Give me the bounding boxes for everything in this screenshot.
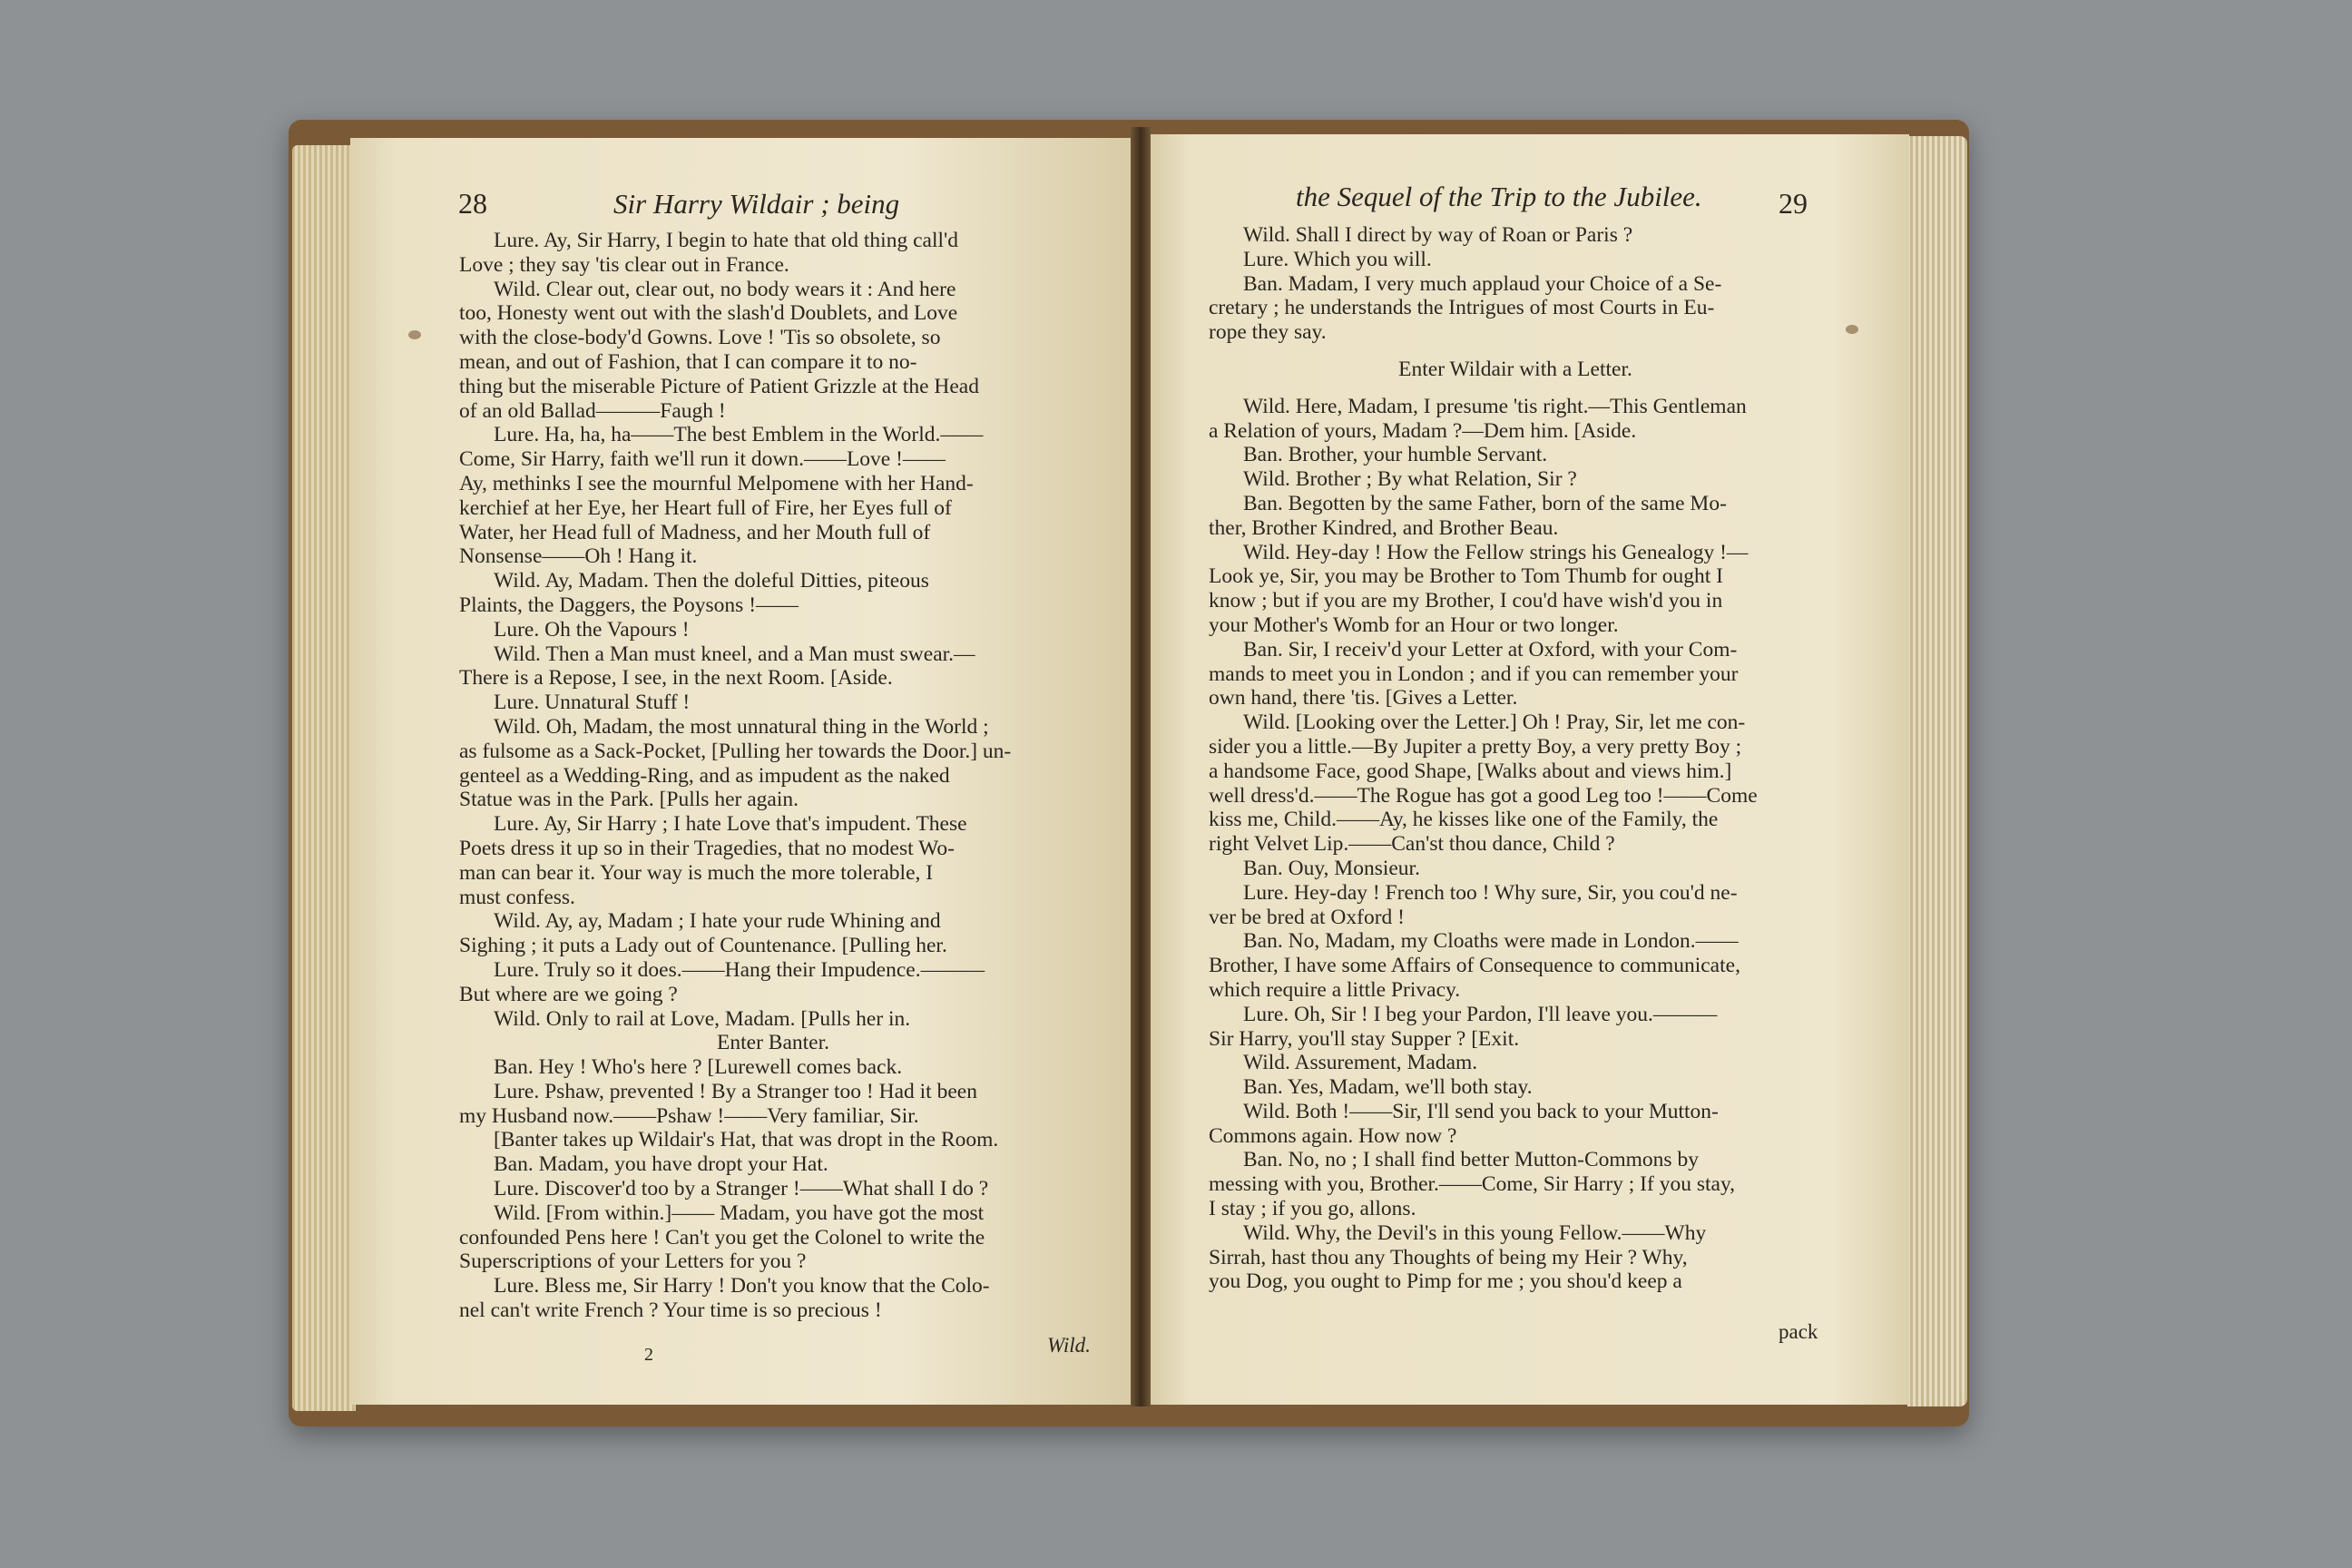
text-line: Wild. Hey-day ! How the Fellow strings his Genealogy !—	[1243, 540, 1749, 564]
text-line: [Banter takes up Wildair's Hat, that was dropt in the Room.	[494, 1128, 999, 1152]
signature-mark: 2	[644, 1345, 653, 1365]
text-line: Poets dress it up so in their Tragedies, that no modest Wo-	[459, 836, 955, 860]
text-line: Wild. Here, Madam, I presume 'tis right.—This Gentleman	[1243, 394, 1747, 418]
text-line: Lure. Ay, Sir Harry ; I hate Love that's impudent. These	[494, 812, 967, 837]
right-running-head: the Sequel of the Trip to the Jubilee.	[1296, 181, 1702, 212]
text-line: rope they say.	[1209, 320, 1327, 345]
right-page-edges	[1907, 136, 1967, 1406]
text-line: Ban. No, no ; I shall find better Mutton-Commons by	[1243, 1148, 1699, 1172]
text-line: Wild. Assurement, Madam.	[1243, 1051, 1478, 1075]
left-page-text	[459, 229, 1087, 1323]
text-line: Sir Harry, you'll stay Supper ? [Exit.	[1209, 1026, 1520, 1051]
text-line: Wild. Ay, ay, Madam ; I hate your rude Whining and	[494, 909, 941, 934]
text-line: kiss me, Child.——Ay, he kisses like one of the Family, the	[1209, 808, 1719, 832]
text-line: Wild. [From within.]—— Madam, you have got the most	[494, 1200, 985, 1225]
text-line: a Relation of yours, Madam ?—Dem him. [Aside.	[1209, 418, 1637, 443]
text-line: right Velvet Lip.——Can'st thou dance, Child ?	[1209, 832, 1615, 857]
left-catchword: Wild.	[1047, 1334, 1091, 1357]
book-gutter	[1131, 127, 1151, 1406]
text-line: you Dog, you ought to Pimp for me ; you shou'd keep a	[1209, 1269, 1682, 1294]
text-line: Ban. Sir, I receiv'd your Letter at Oxford, with your Com-	[1243, 637, 1738, 662]
text-line: Lure. Ay, Sir Harry, I begin to hate that old thing call'd	[494, 229, 958, 252]
text-line: mands to meet you in London ; and if you can remember your	[1209, 662, 1739, 686]
text-line: Ban. Brother, your humble Servant.	[1243, 443, 1548, 467]
text-line: Wild. Ay, Madam. Then the doleful Ditties, piteous	[494, 569, 929, 593]
foxing-spot	[1846, 325, 1858, 334]
text-line: own hand, there 'tis. [Gives a Letter.	[1209, 686, 1518, 710]
foxing-spot	[408, 330, 421, 339]
text-line: Look ye, Sir, you may be Brother to Tom Thumb for ought I	[1209, 564, 1724, 589]
text-line: thing but the miserable Picture of Patient Grizzle at the Head	[459, 374, 979, 398]
text-line: Ban. Begotten by the same Father, born of the same Mo-	[1243, 491, 1727, 515]
text-line: cretary ; he understands the Intrigues of most Courts in Eu-	[1209, 296, 1715, 320]
text-line: Lure. Pshaw, prevented ! By a Stranger too ! Had it been	[494, 1079, 977, 1103]
text-line: Wild. Only to rail at Love, Madam. [Pulls her in.	[494, 1006, 911, 1031]
text-line: man can bear it. Your way is much the more tolerable, I	[459, 860, 934, 885]
text-line: Sighing ; it puts a Lady out of Countenance. [Pulling her.	[459, 934, 947, 958]
text-line: my Husband now.——Pshaw !——Very familiar, Sir.	[459, 1103, 919, 1128]
right-page-number: 29	[1779, 187, 1808, 220]
text-line: nel can't write French ? Your time is so precious !	[459, 1298, 882, 1323]
text-line: Wild. Clear out, clear out, no body wears it : And here	[494, 277, 956, 301]
text-line: sider you a little.—By Jupiter a pretty Boy, a very pretty Boy ;	[1209, 734, 1742, 759]
text-line: ver be bred at Oxford !	[1209, 905, 1405, 929]
text-line: ther, Brother Kindred, and Brother Beau.	[1209, 515, 1559, 540]
text-line: Lure. Ha, ha, ha——The best Emblem in the World.——	[494, 423, 984, 447]
text-line: Ban. Yes, Madam, we'll both stay.	[1243, 1075, 1533, 1100]
text-line: too, Honesty went out with the slash'd Doublets, and Love	[459, 301, 958, 326]
text-line: Lure. Oh, Sir ! I beg your Pardon, I'll leave you.———	[1243, 1002, 1718, 1026]
text-line: Ban. Hey ! Who's here ? [Lurewell comes back.	[494, 1055, 903, 1080]
text-line: must confess.	[459, 885, 575, 909]
text-line: Lure. Hey-day ! French too ! Why sure, Sir, you cou'd ne-	[1243, 880, 1738, 905]
text-line: Nonsense——Oh ! Hang it.	[459, 544, 698, 569]
text-line: Lure. Which you will.	[1243, 247, 1432, 271]
text-line: Ban. Ouy, Monsieur.	[1243, 856, 1420, 880]
left-running-head: Sir Harry Wildair ; being	[613, 188, 900, 220]
left-page-edges	[292, 145, 356, 1411]
text-line: Wild. Why, the Devil's in this young Fellow.——Why	[1243, 1220, 1707, 1245]
text-line: messing with you, Brother.——Come, Sir Harry ; If you stay,	[1209, 1172, 1736, 1197]
text-line: of an old Ballad———Faugh !	[459, 398, 726, 423]
text-line: Lure. Unnatural Stuff !	[494, 691, 691, 715]
text-line: Lure. Bless me, Sir Harry ! Don't you know that the Colo-	[494, 1274, 990, 1298]
text-line: Wild. Oh, Madam, the most unnatural thing in the World ;	[494, 714, 989, 739]
text-line: Lure. Discover'd too by a Stranger !——What shall I do ?	[494, 1177, 989, 1201]
text-line: genteel as a Wedding-Ring, and as impudent as the naked	[459, 763, 950, 788]
text-line: know ; but if you are my Brother, I cou'd have wish'd you in	[1209, 589, 1723, 613]
right-page-text	[1209, 223, 1822, 1294]
right-catchword: pack	[1779, 1320, 1818, 1343]
text-line: Come, Sir Harry, faith we'll run it down.——Love !——	[459, 447, 946, 472]
text-line: Wild. Both !——Sir, I'll send you back to your Mutton-	[1243, 1099, 1719, 1123]
text-line: Superscriptions of your Letters for you ?	[459, 1250, 807, 1274]
text-line: as fulsome as a Sack-Pocket, [Pulling her towards the Door.] un-	[459, 739, 1012, 763]
text-line: confounded Pens here ! Can't you get the Colonel to write the	[459, 1225, 985, 1250]
text-line: There is a Repose, I see, in the next Room. [Aside.	[459, 666, 893, 691]
text-line: Brother, I have some Affairs of Consequence to communicate,	[1209, 954, 1740, 978]
text-line: Statue was in the Park. [Pulls her again.	[459, 788, 799, 812]
text-line: I stay ; if you go, allons.	[1209, 1197, 1416, 1221]
text-line: well dress'd.——The Rogue has got a good Leg too !——Come	[1209, 783, 1758, 808]
text-line: Enter Banter.	[717, 1031, 829, 1055]
text-line: Lure. Oh the Vapours !	[494, 617, 690, 642]
text-line: Enter Wildair with a Letter.	[1398, 357, 1632, 381]
text-line: Wild. Brother ; By what Relation, Sir ?	[1243, 467, 1577, 492]
text-line: Water, her Head full of Madness, and her Mouth full of	[459, 520, 931, 544]
text-line: with the close-body'd Gowns. Love ! 'Tis so obsolete, so	[459, 326, 941, 350]
left-page-number: 28	[458, 187, 487, 220]
text-line: Sirrah, hast thou any Thoughts of being my Heir ? Why,	[1209, 1245, 1688, 1269]
text-line: Ban. No, Madam, my Cloaths were made in London.——	[1243, 929, 1739, 954]
text-line: Ban. Madam, I very much applaud your Choice of a Se-	[1243, 271, 1722, 296]
text-line: Lure. Truly so it does.——Hang their Impudence.———	[494, 957, 985, 982]
text-line: kerchief at her Eye, her Heart full of Fire, her Eyes full of	[459, 495, 952, 520]
text-line: mean, and out of Fashion, that I can compare it to no-	[459, 349, 917, 374]
text-line: Ban. Madam, you have dropt your Hat.	[494, 1152, 828, 1177]
text-line: Wild. [Looking over the Letter.] Oh ! Pray, Sir, let me con-	[1243, 710, 1746, 735]
text-line: Commons again. How now ?	[1209, 1123, 1457, 1148]
text-line: Ay, methinks I see the mournful Melpomene with her Hand-	[459, 471, 974, 495]
text-line: Plaints, the Daggers, the Poysons !——	[459, 593, 799, 617]
text-line: your Mother's Womb for an Hour or two longer.	[1209, 612, 1619, 637]
text-line: Wild. Shall I direct by way of Roan or Paris ?	[1243, 223, 1633, 247]
text-line: which require a little Privacy.	[1209, 977, 1461, 1002]
text-line: But where are we going ?	[459, 982, 678, 1006]
text-line: Wild. Then a Man must kneel, and a Man must swear.—	[494, 642, 975, 666]
text-line: Love ; they say 'tis clear out in France.	[459, 252, 789, 277]
text-line: a handsome Face, good Shape, [Walks about and views him.]	[1209, 759, 1732, 783]
